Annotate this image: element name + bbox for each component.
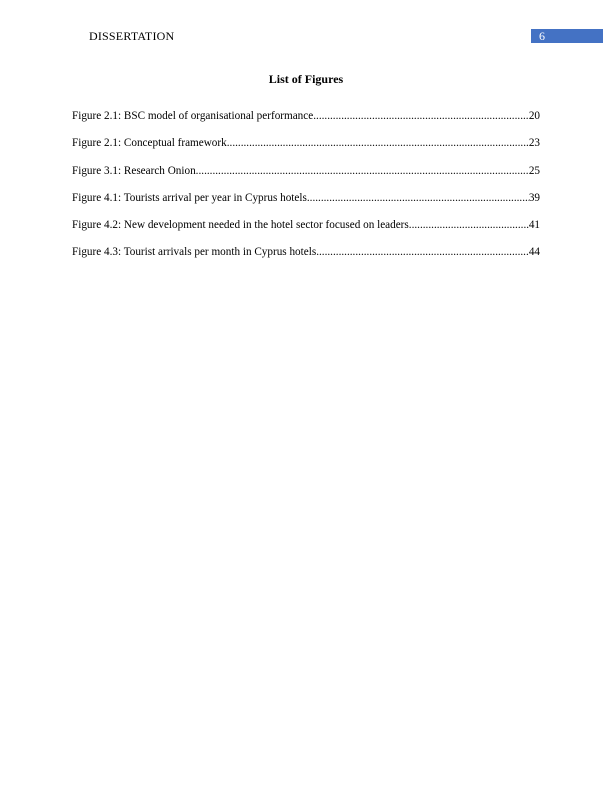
- figure-entry-page: 41: [528, 219, 540, 232]
- figure-entry-label: Figure 2.1: BSC model of organisational performance: [72, 110, 314, 122]
- dot-leader: [313, 109, 529, 123]
- dot-leader: [316, 245, 529, 259]
- figure-entry[interactable]: [72, 164, 540, 191]
- page-number-badge: [531, 29, 603, 43]
- figure-entry-page: 25: [528, 164, 540, 177]
- page-number: 6: [539, 29, 545, 43]
- dot-leader: [307, 191, 529, 205]
- figure-entry[interactable]: [72, 136, 540, 163]
- figure-entry-label: Figure 4.2: New development needed in the hotel sector focused on leaders: [72, 219, 409, 232]
- running-header-title: DISSERTATION: [89, 29, 175, 43]
- dot-leader: [196, 164, 529, 178]
- figure-entry-label: Figure 4.3: Tourist arrivals per month in Cyprus hotels: [72, 246, 317, 259]
- list-of-figures: [72, 109, 540, 273]
- figure-entry[interactable]: [72, 218, 540, 245]
- figure-entry-label: Figure 4.1: Tourists arrival per year in Cyprus hotels: [72, 191, 307, 204]
- figure-entry-page: 23: [528, 137, 540, 150]
- figure-entry-label: Figure 3.1: Research Onion: [72, 164, 196, 177]
- dot-leader: [409, 218, 529, 232]
- figure-entry[interactable]: [72, 109, 540, 136]
- figure-entry-page: 44: [528, 246, 540, 259]
- figure-entry-page: 20: [528, 110, 540, 122]
- figure-entry[interactable]: [72, 191, 540, 218]
- figure-entry-page: 39: [528, 191, 540, 204]
- figure-entry-label: Figure 2.1: Conceptual framework: [72, 137, 227, 150]
- figure-entry[interactable]: [72, 245, 540, 272]
- list-of-figures-heading: List of Figures: [268, 72, 344, 86]
- dot-leader: [227, 136, 529, 150]
